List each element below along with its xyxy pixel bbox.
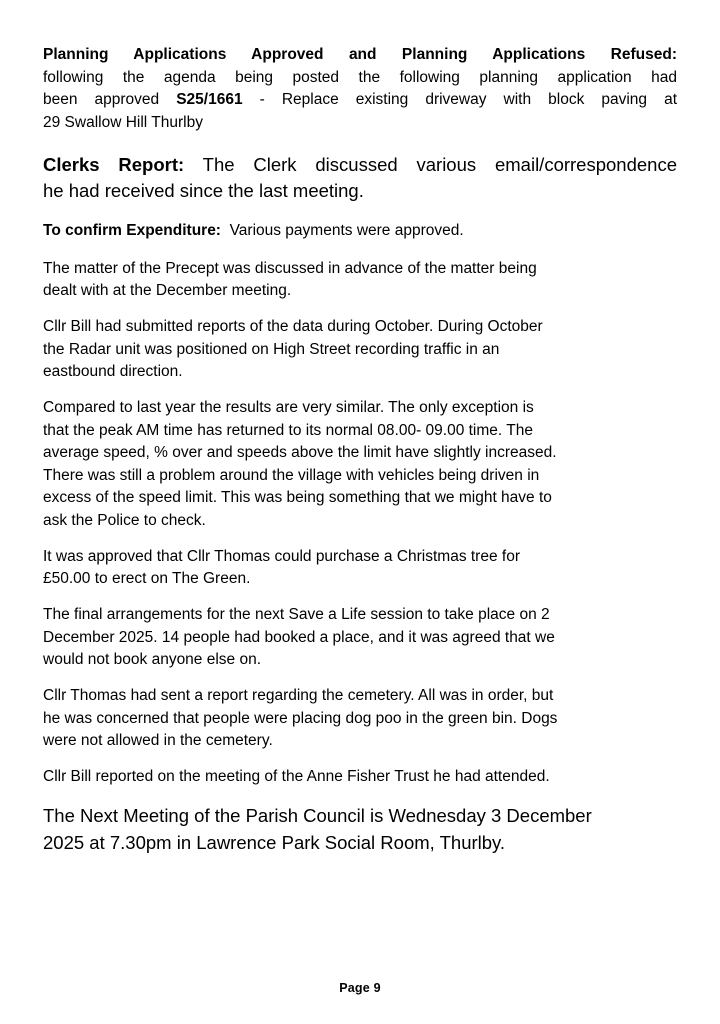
planning-application-reference: S25/1661 xyxy=(176,91,243,108)
text-line: he was concerned that people were placing dog poo in the green bin. Dogs xyxy=(43,709,558,727)
clerks-report-label-bold: Clerks Report: xyxy=(43,154,185,175)
planning-line3-pre: been approved xyxy=(43,91,177,108)
text-line xyxy=(43,178,677,204)
text-line: It was approved that Cllr Thomas could purchase a Christmas tree for xyxy=(43,547,520,565)
planning-line4: 29 Swallow Hill Thurlby xyxy=(43,113,203,131)
text-line: Cllr Bill had submitted reports of the data during October. During October xyxy=(43,318,543,335)
planning-line3-post: - Replace existing driveway with block paving at xyxy=(242,91,677,108)
text-line: Compared to last year the results are very similar. The only exception is xyxy=(43,399,534,416)
text-line: 2025 at 7.30pm in Lawrence Park Social Room, Thurlby. xyxy=(43,832,506,853)
text-line: The matter of the Precept was discussed in advance of the matter being xyxy=(43,259,537,277)
paragraph-anne-fisher-trust xyxy=(43,766,677,789)
text-line xyxy=(43,89,677,112)
text-line: There was still a problem around the village with vehicles being driven in xyxy=(43,466,540,484)
expenditure-label-bold: To confirm Expenditure: xyxy=(43,222,221,239)
planning-heading-bold: Planning Applications Approved and Planning Applications Refused: xyxy=(43,46,677,63)
text-line: The Next Meeting of the Parish Council is Wednesday 3 December xyxy=(43,805,592,826)
text-line: Cllr Bill reported on the meeting of the Anne Fisher Trust he had attended. xyxy=(43,768,550,785)
planning-line2: following the agenda being posted the following planning application had xyxy=(43,68,677,86)
text-line: would not book anyone else on. xyxy=(43,651,262,668)
text-line: dealt with at the December meeting. xyxy=(43,282,292,299)
paragraph-cemetery-report xyxy=(43,685,677,753)
paragraph-next-meeting xyxy=(43,802,677,856)
text-line xyxy=(43,67,677,90)
text-line: were not allowed in the cemetery. xyxy=(43,732,273,749)
text-line: excess of the speed limit. This was being something that we might have to xyxy=(43,489,552,506)
text-line: eastbound direction. xyxy=(43,363,183,380)
text-line: the Radar unit was positioned on High Street recording traffic in an xyxy=(43,340,500,358)
text-line: ask the Police to check. xyxy=(43,511,206,529)
text-line: average speed, % over and speeds above the limit have slightly increased. xyxy=(43,444,557,461)
paragraph-save-a-life xyxy=(43,604,677,672)
paragraph-clerks-report xyxy=(43,152,677,204)
clerks-report-line1-rest: The Clerk discussed various email/correspondence xyxy=(184,154,677,175)
paragraph-speed-comparison xyxy=(43,397,677,532)
text-line: that the peak AM time has returned to its normal 08.00- 09.00 time. The xyxy=(43,421,533,439)
page-number: Page 9 xyxy=(339,981,381,995)
text-line xyxy=(43,112,677,135)
text-line: £50.00 to erect on The Green. xyxy=(43,570,251,587)
expenditure-rest: Various payments were approved. xyxy=(220,222,464,239)
text-line xyxy=(43,44,677,67)
paragraph-radar-report xyxy=(43,316,677,384)
paragraph-christmas-tree xyxy=(43,546,677,591)
paragraph-planning-applications xyxy=(43,44,677,134)
text-line: The final arrangements for the next Save a Life session to take place on 2 xyxy=(43,606,550,623)
paragraph-expenditure xyxy=(43,220,677,243)
clerks-report-line2: he had received since the last meeting. xyxy=(43,180,364,201)
text-line: Cllr Thomas had sent a report regarding the cemetery. All was in order, but xyxy=(43,687,554,704)
text-line xyxy=(43,220,677,243)
text-line xyxy=(43,152,677,178)
paragraph-precept xyxy=(43,258,677,303)
text-line: December 2025. 14 people had booked a place, and it was agreed that we xyxy=(43,628,555,646)
